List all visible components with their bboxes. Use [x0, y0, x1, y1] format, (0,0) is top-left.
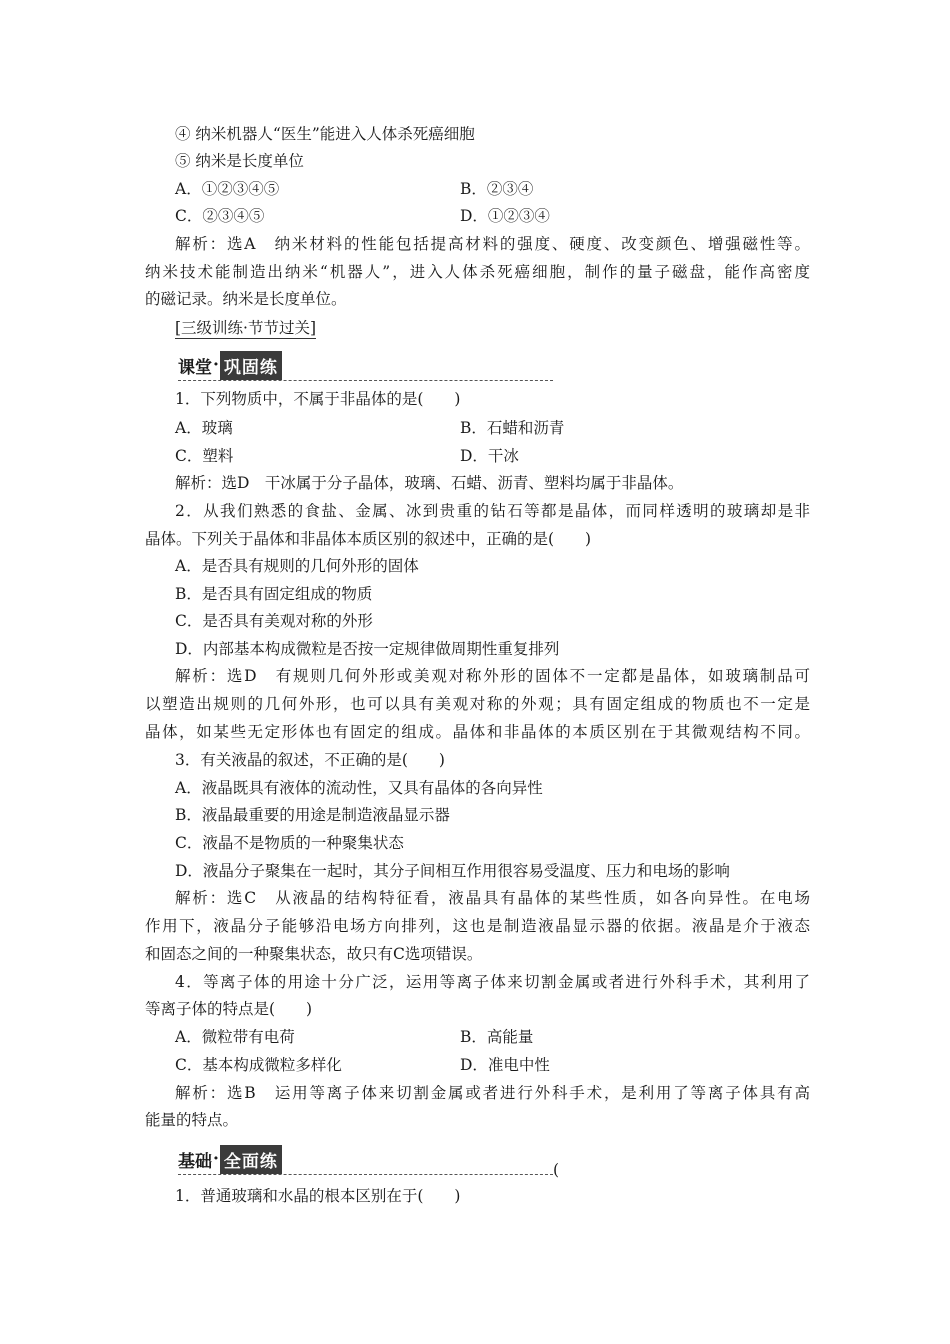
analysis-line: 晶体，如某些无定形体也有固定的组成。晶体和非晶体的本质区别在于其微观结构不同。: [145, 723, 810, 741]
option-a: A．是否具有规则的几何外形的固体: [175, 557, 419, 575]
banner-lead: 课堂: [178, 357, 212, 378]
question-stem: 3．有关液晶的叙述，不正确的是( ): [175, 751, 445, 769]
question-stem: 1．普通玻璃和水晶的根本区别在于( ): [175, 1187, 461, 1205]
analysis-line: 解析：选D 干冰属于分子晶体，玻璃、石蜡、沥青、塑料均属于非晶体。: [175, 474, 684, 492]
analysis-line: 作用下，液晶分子能够沿电场方向排列，这也是制造液晶显示器的依据。液晶是介于液态: [145, 917, 810, 935]
option-d: D．液晶分子聚集在一起时，其分子间相互作用很容易受温度、压力和电场的影响: [175, 862, 730, 880]
section-banner-consolidate: [178, 352, 282, 378]
analysis-line: 解析：选C 从液晶的结构特征看，液晶具有晶体的某些性质，如各向异性。在电场: [175, 889, 810, 907]
analysis-line: 的磁记录。纳米是长度单位。: [145, 290, 347, 308]
banner-lead: 基础: [178, 1151, 212, 1172]
section-label: [三级训练·节节过关]: [175, 319, 317, 337]
analysis-line: 解析：选B 运用等离子体来切割金属或者进行外科手术，是利用了等离子体具有高: [175, 1084, 810, 1102]
option-d: D．内部基本构成微粒是否按一定规律做周期性重复排列: [175, 640, 560, 658]
analysis-line: 解析：选D 有规则几何外形或美观对称外形的固体不一定都是晶体，如玻璃制品可: [175, 667, 810, 685]
dashed-divider: [178, 380, 553, 381]
question-stem: 4．等离子体的用途十分广泛，运用等离子体来切割金属或者进行外科手术，其利用了: [175, 973, 810, 991]
option-c: C．基本构成微粒多样化: [175, 1056, 342, 1074]
dashed-divider: [178, 1174, 553, 1175]
option-a: A．液晶既具有液体的流动性，又具有晶体的各向异性: [175, 779, 543, 797]
option-c: C．液晶不是物质的一种聚集状态: [175, 834, 404, 852]
option-a: A．①②③④⑤: [175, 180, 280, 198]
option-b: B．石蜡和沥青: [460, 419, 565, 437]
analysis-line: 纳米技术能制造出纳米“机器人”，进入人体杀死癌细胞，制作的量子磁盘，能作高密度: [145, 263, 810, 281]
option-d: D．①②③④: [460, 207, 550, 225]
analysis-line: 以塑造出规则的几何外形，也可以具有美观对称的外观；具有固定组成的物质也不一定是: [145, 695, 810, 713]
option-b: B．②③④: [460, 180, 534, 198]
option-c: C．塑料: [175, 447, 234, 465]
option-b: B．高能量: [460, 1028, 534, 1046]
option-d: D．干冰: [460, 447, 519, 465]
option-c: C．是否具有美观对称的外形: [175, 612, 373, 630]
option-a: A．玻璃: [175, 419, 233, 437]
banner-box: 巩固练: [220, 351, 282, 380]
banner-dot: ·: [213, 1149, 219, 1169]
option-d: D．准电中性: [460, 1056, 550, 1074]
banner-dot: ·: [213, 355, 219, 375]
option-a: A．微粒带有电荷: [175, 1028, 295, 1046]
option-b: B．是否具有固定组成的物质: [175, 585, 373, 603]
statement-5: ⑤ 纳米是长度单位: [175, 152, 304, 170]
question-stem: 等离子体的特点是( ): [145, 1000, 313, 1018]
option-c: C．②③④⑤: [175, 207, 265, 225]
analysis-line: 解析：选A 纳米材料的性能包括提高材料的强度、硬度、改变颜色、增强磁性等。: [175, 235, 810, 253]
option-b: B．液晶最重要的用途是制造液晶显示器: [175, 806, 450, 824]
banner-box: 全面练: [220, 1145, 282, 1174]
analysis-line: 能量的特点。: [145, 1111, 239, 1129]
section-banner-foundation: [178, 1146, 282, 1172]
question-stem: 1．下列物质中，不属于非晶体的是( ): [175, 390, 461, 408]
banner-tail-mark: (: [553, 1161, 560, 1179]
analysis-line: 和固态之间的一种聚集状态，故只有C选项错误。: [145, 945, 483, 963]
question-stem: 晶体。下列关于晶体和非晶体本质区别的叙述中，正确的是( ): [145, 530, 592, 548]
statement-4: ④ 纳米机器人“医生”能进入人体杀死癌细胞: [175, 125, 475, 143]
question-stem: 2．从我们熟悉的食盐、金属、冰到贵重的钻石等都是晶体，而同样透明的玻璃却是非: [175, 502, 810, 520]
